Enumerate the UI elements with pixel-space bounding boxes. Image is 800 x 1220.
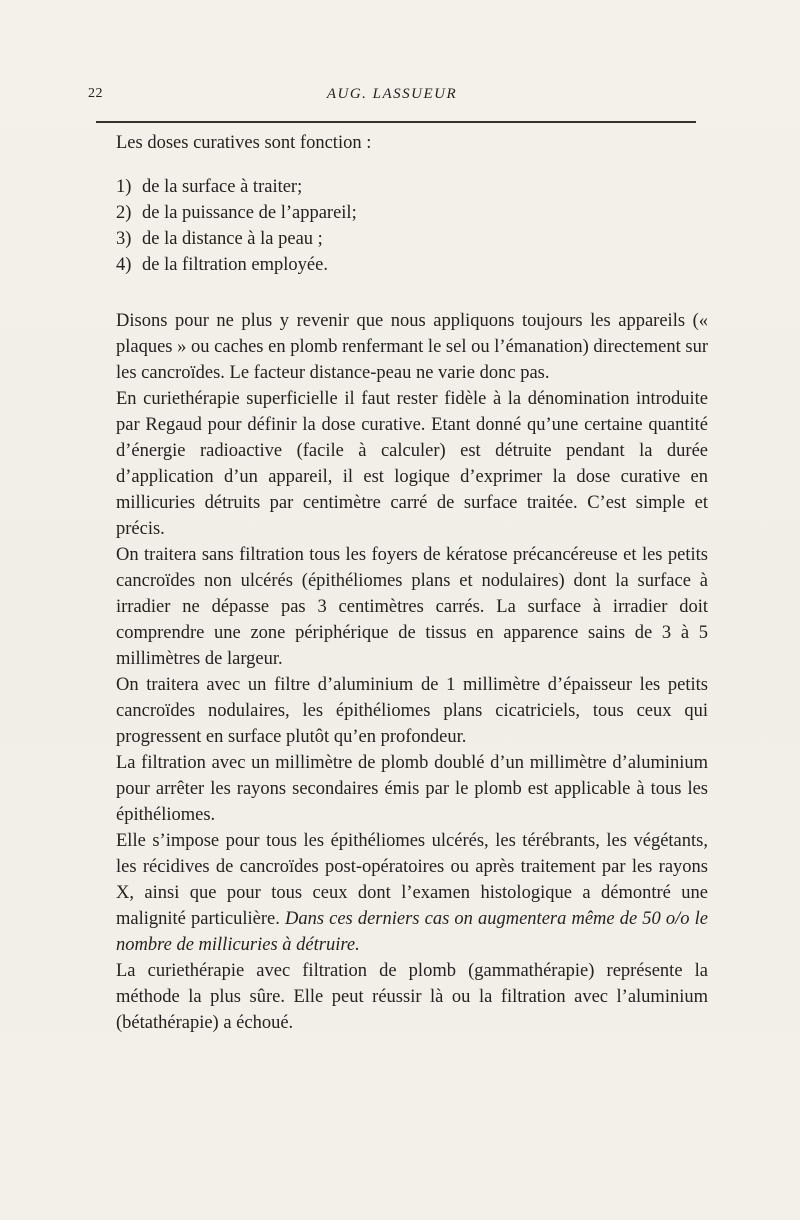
list-text: de la distance à la peau ;	[142, 229, 323, 249]
page-number: 22	[88, 86, 103, 101]
intro-line: Les doses curatives sont fonction :	[116, 133, 372, 153]
paragraph-6	[116, 828, 708, 958]
page-header	[88, 86, 696, 116]
list-text: de la filtration employée.	[142, 255, 328, 275]
list-item	[116, 252, 708, 278]
list-text: de la surface à traiter;	[142, 177, 303, 197]
list-number: 4)	[116, 255, 132, 275]
paragraph-6-text: Elle s’impose pour tous les épithéliomes ulcérés, les térébrants, les végétants, les récidives de cancroïdes post-opératoires ou après traitement par les rayons X, ainsi que pour tous ceux dont l’examen histologique a démontré une malignité particulière.	[116, 831, 708, 929]
paragraph-7: La curiethérapie avec filtration de plomb (gammathérapie) représente la méthode la plus sûre. Elle peut réussir là ou la filtration avec l’aluminium (bétathérapie) a échoué.	[116, 961, 708, 1033]
paragraph-5: La filtration avec un millimètre de plomb doublé d’un millimètre d’aluminium pour arrêter les rayons secondaires émis par le plomb est applicable à tous les épithéliomes.	[116, 753, 708, 825]
paragraph-3: On traitera sans filtration tous les foyers de kératose précancéreuse et les petits cancroïdes non ulcérés (épithéliomes plans et nodulaires) dont la surface à irradier ne dépasse pas 3 centimètres carrés. La surface à irradier doit comprendre une zone périphérique de tissus en apparence sains de 3 à 5 millimètres de largeur.	[116, 545, 708, 669]
list-item	[116, 226, 708, 252]
header-rule	[96, 121, 696, 123]
paragraph-6-italic: Dans ces derniers cas on augmentera même de 50 o/o le nombre de millicuries à détruire.	[116, 909, 708, 955]
list-text: de la puissance de l’appareil;	[142, 203, 357, 223]
paragraph-1: Disons pour ne plus y revenir que nous appliquons toujours les appareils (« plaques » ou caches en plomb renfermant le sel ou l’émanation) directement sur les cancroïdes. Le facteur distance-peau ne varie donc pas.	[116, 311, 708, 383]
paragraph-4: On traitera avec un filtre d’aluminium de 1 millimètre d’épaisseur les petits cancroïdes nodulaires, les épithéliomes plans cicatriciels, tous ceux qui progressent en surface plutôt qu’en profondeur.	[116, 675, 708, 747]
list-number: 2)	[116, 203, 132, 223]
running-head: AUG. LASSUEUR	[326, 86, 458, 102]
dose-factor-list	[116, 174, 708, 278]
paragraph-2: En curiethérapie superficielle il faut rester fidèle à la dénomination introduite par Regaud pour définir la dose curative. Etant donné qu’une certaine quantité d’énergie radioactive (facile à calculer) est détruite pendant la durée d’application d’un appareil, il est logique d’exprimer la dose curative en millicuries détruits par centimètre carré de surface traitée. C’est simple et précis.	[116, 389, 708, 539]
list-number: 3)	[116, 229, 132, 249]
paragraphs-block	[116, 308, 708, 1036]
main-text	[116, 130, 708, 1036]
list-item	[116, 200, 708, 226]
list-number: 1)	[116, 177, 132, 197]
list-item	[116, 174, 708, 200]
